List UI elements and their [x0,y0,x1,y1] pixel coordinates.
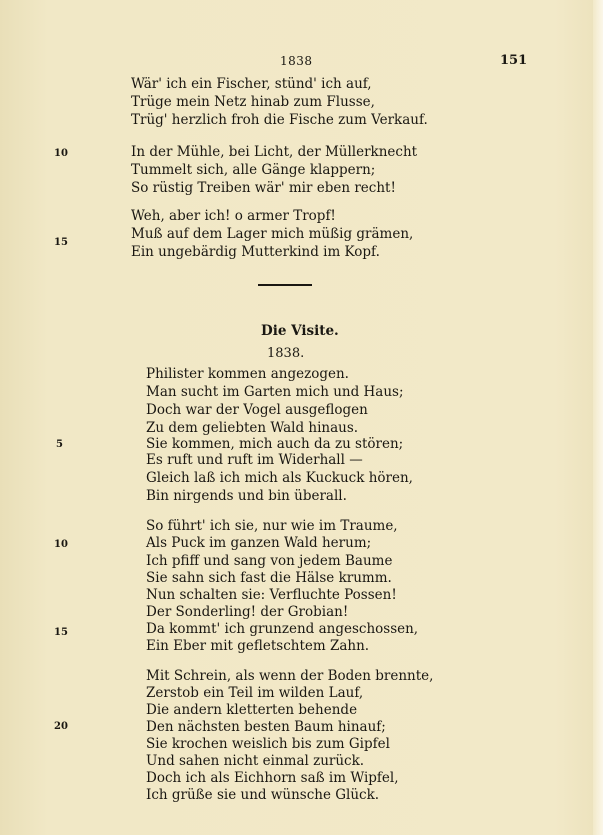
verse-line: Den nächsten besten Baum hinauf; [146,719,386,735]
verse-line: Wär' ich ein Fischer, stünd' ich auf, [131,76,372,92]
verse-line: Als Puck im ganzen Wald herum; [146,535,372,551]
verse-line: Trüg' herzlich froh die Fische zum Verkauf. [131,112,428,128]
page-number: 151 [500,53,528,68]
verse-line: Zerstob ein Teil im wilden Lauf, [146,685,364,701]
verse-line: So führt' ich sie, nur wie im Traume, [146,518,398,534]
line-number: 15 [54,237,68,248]
verse-line: Doch war der Vogel ausgeflogen [146,402,368,418]
line-number: 15 [54,627,68,638]
section-divider [258,284,312,286]
page-edge [593,0,603,835]
poem-year: 1838. [267,346,305,361]
verse-line: Bin nirgends und bin überall. [146,488,347,504]
verse-line: Es ruft und ruft im Widerhall — [146,452,363,468]
verse-line: Ich grüße sie und wünsche Glück. [146,787,380,803]
verse-line: In der Mühle, bei Licht, der Müllerknecht [131,144,418,160]
verse-line: Philister kommen angezogen. [146,366,349,382]
verse-line: Tummelt sich, alle Gänge klappern; [131,162,376,178]
poem-title: Die Visite. [261,323,339,339]
verse-line: Ein ungebärdig Mutterkind im Kopf. [131,244,380,260]
verse-line: Sie krochen weislich bis zum Gipfel [146,736,390,752]
verse-line: Nun schalten sie: Verfluchte Possen! [146,587,397,603]
verse-line: Zu dem geliebten Wald hinaus. [146,420,359,436]
line-number: 5 [56,439,63,450]
verse-line: Muß auf dem Lager mich müßig grämen, [131,226,414,242]
line-number: 20 [54,721,68,732]
verse-line: So rüstig Treiben wär' mir eben recht! [131,180,396,196]
verse-line: Da kommt' ich grunzend angeschossen, [146,621,419,637]
line-number: 10 [54,148,68,159]
verse-line: Der Sonderling! der Grobian! [146,604,349,620]
verse-line: Und sahen nicht einmal zurück. [146,753,365,769]
line-number: 10 [54,539,68,550]
verse-line: Weh, aber ich! o armer Tropf! [131,208,336,224]
verse-line: Man sucht im Garten mich und Haus; [146,384,404,400]
verse-line: Mit Schrein, als wenn der Boden brennte, [146,668,434,684]
running-header-year: 1838 [280,54,313,68]
verse-line: Ein Eber mit gefletschtem Zahn. [146,638,370,654]
verse-line: Doch ich als Eichhorn saß im Wipfel, [146,770,399,786]
verse-line: Trüge mein Netz hinab zum Flusse, [131,94,375,110]
verse-line: Sie kommen, mich auch da zu stören; [146,436,404,452]
verse-line: Gleich laß ich mich als Kuckuck hören, [146,470,413,486]
verse-line: Sie sahn sich fast die Hälse krumm. [146,570,392,586]
verse-line: Ich pfiff und sang von jedem Baume [146,553,393,569]
verse-line: Die andern kletterten behende [146,702,358,718]
